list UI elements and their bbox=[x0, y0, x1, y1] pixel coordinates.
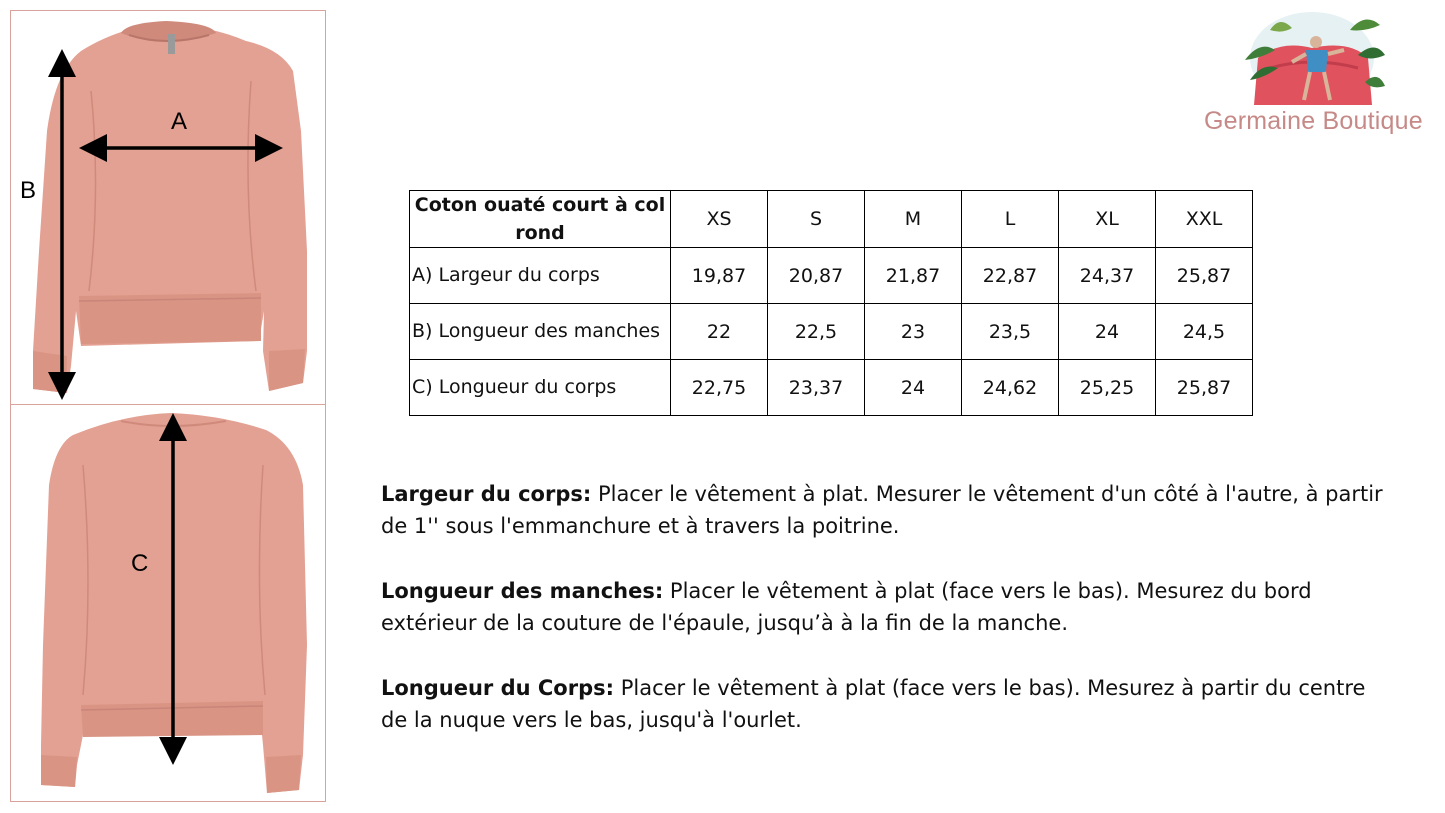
measurement-label-b: B bbox=[20, 177, 37, 204]
instruction-sleeve-length bbox=[381, 575, 1391, 639]
table-cell: 22,87 bbox=[962, 248, 1059, 304]
sweatshirt-front-image bbox=[11, 11, 327, 406]
size-header-xxl: XXL bbox=[1156, 191, 1253, 248]
instruction-text: Placer le vêtement à plat. Mesurer le vêtement d'un côté à l'autre, à partir de 1'' sous l'emmanchure et à travers la poitrine. bbox=[381, 482, 1383, 538]
table-cell: 23,37 bbox=[768, 360, 865, 416]
table-cell: 24 bbox=[1059, 304, 1156, 360]
instruction-body-width bbox=[381, 478, 1391, 542]
table-cell: 22,75 bbox=[671, 360, 768, 416]
logo-text: Germaine Boutique bbox=[1204, 107, 1423, 135]
size-header-xl: XL bbox=[1059, 191, 1156, 248]
table-title-cell: Coton ouaté court à col rond bbox=[410, 191, 671, 248]
table-cell: 20,87 bbox=[768, 248, 865, 304]
size-chart-table bbox=[409, 190, 1253, 416]
size-header-l: L bbox=[962, 191, 1059, 248]
front-view-panel bbox=[10, 10, 326, 405]
table-row bbox=[410, 360, 1253, 416]
measurement-label-a: A bbox=[171, 108, 188, 135]
table-cell: 25,87 bbox=[1156, 248, 1253, 304]
instruction-text: Placer le vêtement à plat (face vers le bas). Mesurez à partir du centre de la nuque vers le bas, jusqu'à l'ourlet. bbox=[381, 676, 1366, 732]
logo-illustration-icon bbox=[1240, 10, 1385, 110]
table-cell: 25,87 bbox=[1156, 360, 1253, 416]
table-cell: 19,87 bbox=[671, 248, 768, 304]
instruction-term: Longueur des manches: bbox=[381, 579, 664, 603]
table-header-row bbox=[410, 191, 1253, 248]
instruction-term: Largeur du corps: bbox=[381, 482, 592, 506]
table-row bbox=[410, 248, 1253, 304]
table-row bbox=[410, 304, 1253, 360]
row-label: C) Longueur du corps bbox=[410, 360, 671, 416]
table-cell: 24 bbox=[865, 360, 962, 416]
brand-logo bbox=[1200, 10, 1425, 140]
table-cell: 22,5 bbox=[768, 304, 865, 360]
size-header-s: S bbox=[768, 191, 865, 248]
table-cell: 23 bbox=[865, 304, 962, 360]
measurement-label-c: C bbox=[131, 550, 149, 577]
instruction-term: Longueur du Corps: bbox=[381, 676, 615, 700]
table-cell: 21,87 bbox=[865, 248, 962, 304]
row-label: A) Largeur du corps bbox=[410, 248, 671, 304]
table-cell: 24,5 bbox=[1156, 304, 1253, 360]
back-view-panel bbox=[10, 405, 326, 802]
size-header-m: M bbox=[865, 191, 962, 248]
table-cell: 22 bbox=[671, 304, 768, 360]
sweatshirt-back-image bbox=[11, 405, 327, 802]
size-header-xs: XS bbox=[671, 191, 768, 248]
instruction-body-length bbox=[381, 672, 1391, 736]
measurement-instructions bbox=[381, 478, 1391, 769]
table-cell: 24,62 bbox=[962, 360, 1059, 416]
table-cell: 25,25 bbox=[1059, 360, 1156, 416]
instruction-text: Placer le vêtement à plat (face vers le bas). Mesurez du bord extérieur de la couture de l'épaule, jusqu’à à la fin de la manche. bbox=[381, 579, 1312, 635]
table-cell: 23,5 bbox=[962, 304, 1059, 360]
row-label: B) Longueur des manches bbox=[410, 304, 671, 360]
table-cell: 24,37 bbox=[1059, 248, 1156, 304]
